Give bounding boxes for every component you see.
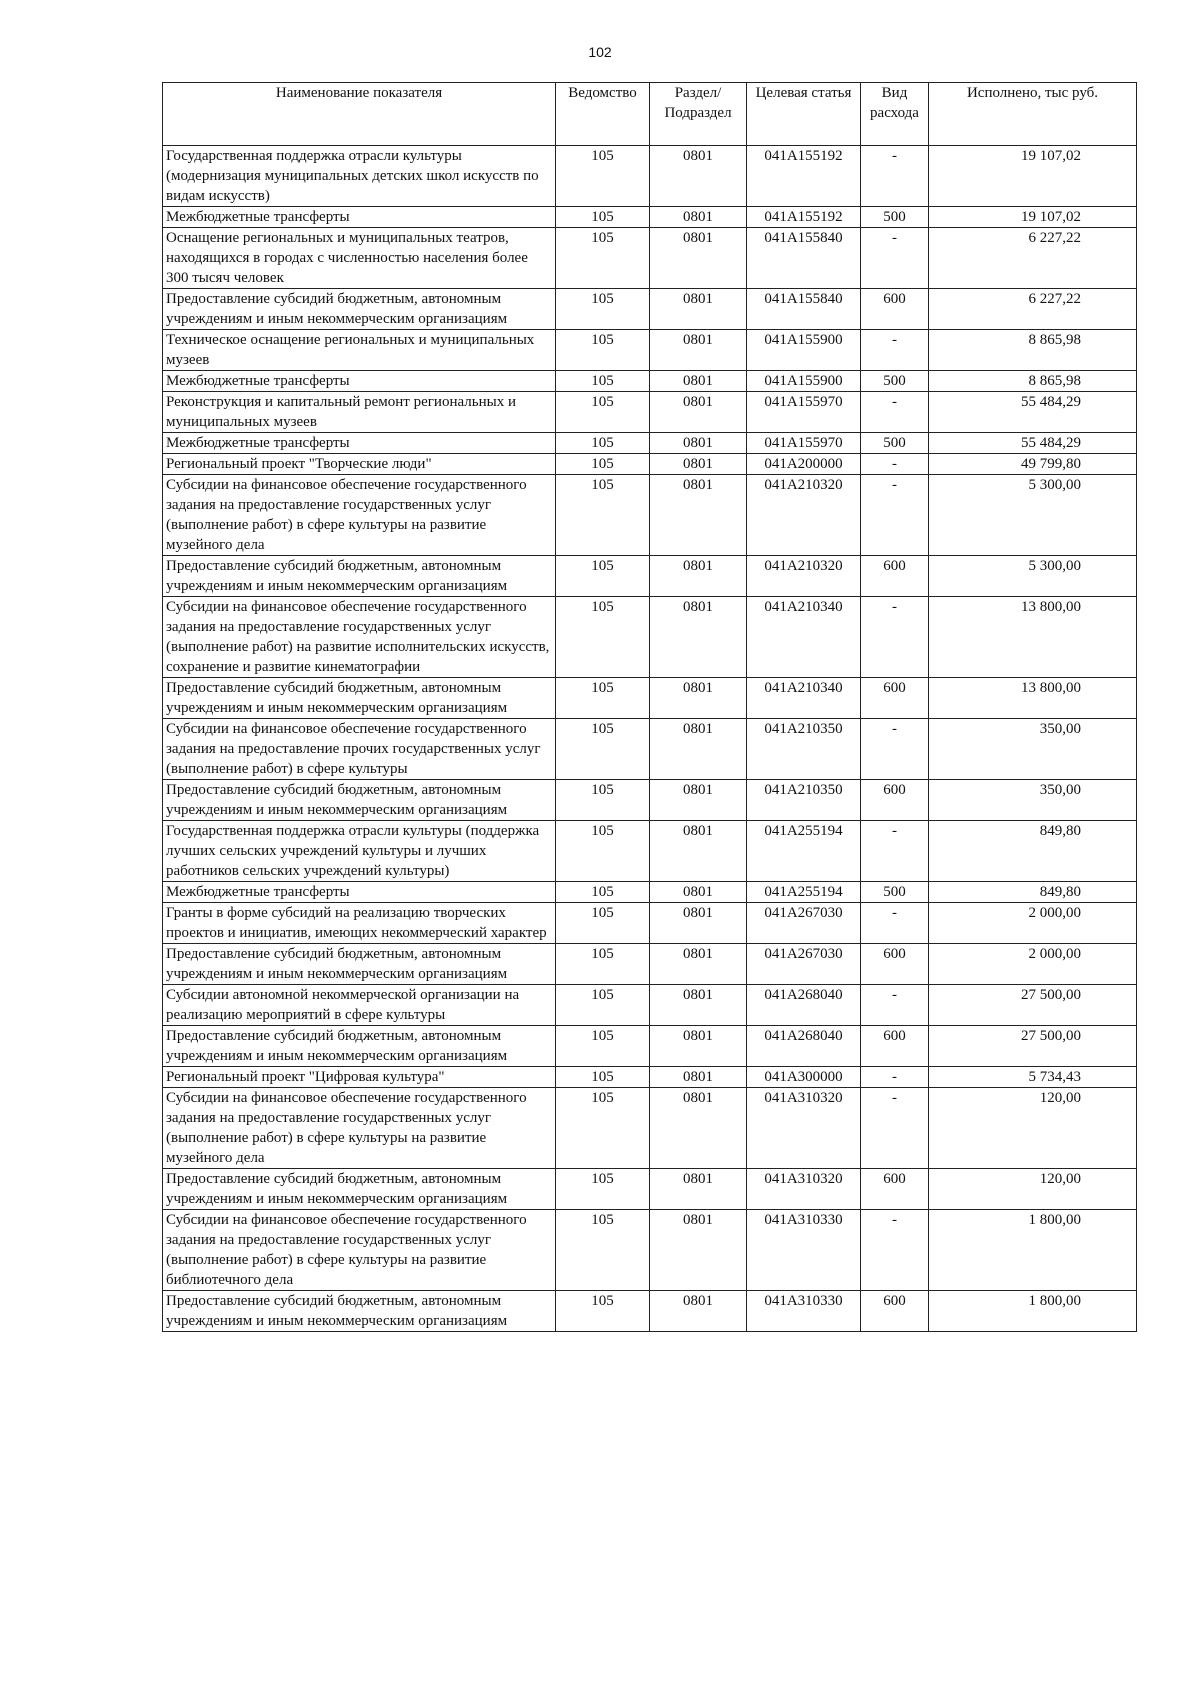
table-row — [163, 944, 1137, 985]
cell-department: 105 — [556, 597, 650, 678]
cell-indicator-name: Предоставление субсидий бюджетным, автономным учреждениям и иным некоммерческим организациям — [163, 944, 556, 985]
cell-executed-amount: 13 800,00 — [929, 597, 1137, 678]
cell-target-article: 041А155840 — [747, 289, 861, 330]
cell-department: 105 — [556, 903, 650, 944]
cell-section: 0801 — [650, 597, 747, 678]
cell-indicator-name: Предоставление субсидий бюджетным, автономным учреждениям и иным некоммерческим организациям — [163, 780, 556, 821]
cell-indicator-name: Региональный проект "Цифровая культура" — [163, 1067, 556, 1088]
cell-expense-type: 500 — [861, 433, 929, 454]
cell-indicator-name: Межбюджетные трансферты — [163, 207, 556, 228]
table-row — [163, 903, 1137, 944]
cell-department: 105 — [556, 719, 650, 780]
cell-section: 0801 — [650, 146, 747, 207]
cell-department: 105 — [556, 433, 650, 454]
cell-target-article: 041А210350 — [747, 719, 861, 780]
budget-table — [162, 82, 1137, 1332]
cell-target-article: 041А310320 — [747, 1169, 861, 1210]
table-row — [163, 371, 1137, 392]
cell-section: 0801 — [650, 1291, 747, 1332]
cell-expense-type: 600 — [861, 780, 929, 821]
cell-target-article: 041А255194 — [747, 882, 861, 903]
table-row — [163, 719, 1137, 780]
table-row — [163, 475, 1137, 556]
table-row — [163, 228, 1137, 289]
cell-department: 105 — [556, 475, 650, 556]
cell-executed-amount: 55 484,29 — [929, 433, 1137, 454]
cell-expense-type: - — [861, 454, 929, 475]
cell-section: 0801 — [650, 475, 747, 556]
cell-target-article: 041А210340 — [747, 597, 861, 678]
cell-indicator-name: Субсидии на финансовое обеспечение государственного задания на предоставление государственных услуг (выполнение работ) в сфере культуры на развитие музейного дела — [163, 475, 556, 556]
cell-expense-type: 600 — [861, 1169, 929, 1210]
cell-department: 105 — [556, 556, 650, 597]
cell-department: 105 — [556, 1210, 650, 1291]
header-expense-type: Вид расхода — [861, 83, 929, 146]
header-executed-amount: Исполнено, тыс руб. — [929, 83, 1137, 146]
cell-department: 105 — [556, 678, 650, 719]
cell-executed-amount: 8 865,98 — [929, 330, 1137, 371]
table-header-row — [163, 83, 1137, 146]
cell-executed-amount: 1 800,00 — [929, 1291, 1137, 1332]
cell-executed-amount: 49 799,80 — [929, 454, 1137, 475]
cell-executed-amount: 6 227,22 — [929, 289, 1137, 330]
cell-target-article: 041А155192 — [747, 207, 861, 228]
table-row — [163, 985, 1137, 1026]
cell-target-article: 041А310320 — [747, 1088, 861, 1169]
header-indicator-name: Наименование показателя — [163, 83, 556, 146]
header-target-article: Целевая статья — [747, 83, 861, 146]
cell-expense-type: - — [861, 228, 929, 289]
cell-expense-type: - — [861, 985, 929, 1026]
cell-section: 0801 — [650, 330, 747, 371]
header-department: Ведомство — [556, 83, 650, 146]
cell-target-article: 041А155900 — [747, 330, 861, 371]
cell-indicator-name: Предоставление субсидий бюджетным, автономным учреждениям и иным некоммерческим организациям — [163, 1169, 556, 1210]
cell-executed-amount: 5 734,43 — [929, 1067, 1137, 1088]
cell-section: 0801 — [650, 882, 747, 903]
cell-department: 105 — [556, 821, 650, 882]
table-row — [163, 678, 1137, 719]
cell-indicator-name: Предоставление субсидий бюджетным, автономным учреждениям и иным некоммерческим организациям — [163, 556, 556, 597]
cell-expense-type: 500 — [861, 207, 929, 228]
cell-department: 105 — [556, 289, 650, 330]
cell-section: 0801 — [650, 392, 747, 433]
cell-department: 105 — [556, 371, 650, 392]
cell-expense-type: 500 — [861, 882, 929, 903]
cell-executed-amount: 120,00 — [929, 1169, 1137, 1210]
cell-indicator-name: Региональный проект "Творческие люди" — [163, 454, 556, 475]
cell-section: 0801 — [650, 944, 747, 985]
cell-indicator-name: Субсидии автономной некоммерческой организации на реализацию мероприятий в сфере культуры — [163, 985, 556, 1026]
cell-target-article: 041А210320 — [747, 475, 861, 556]
cell-section: 0801 — [650, 556, 747, 597]
cell-indicator-name: Предоставление субсидий бюджетным, автономным учреждениям и иным некоммерческим организациям — [163, 289, 556, 330]
cell-target-article: 041А267030 — [747, 903, 861, 944]
cell-executed-amount: 849,80 — [929, 882, 1137, 903]
cell-indicator-name: Межбюджетные трансферты — [163, 882, 556, 903]
cell-target-article: 041А310330 — [747, 1210, 861, 1291]
cell-target-article: 041А268040 — [747, 1026, 861, 1067]
cell-section: 0801 — [650, 678, 747, 719]
cell-section: 0801 — [650, 1210, 747, 1291]
cell-indicator-name: Техническое оснащение региональных и муниципальных музеев — [163, 330, 556, 371]
cell-section: 0801 — [650, 1088, 747, 1169]
cell-target-article: 041А155192 — [747, 146, 861, 207]
table-row — [163, 597, 1137, 678]
cell-department: 105 — [556, 1169, 650, 1210]
table-row — [163, 1210, 1137, 1291]
cell-section: 0801 — [650, 821, 747, 882]
table-row — [163, 330, 1137, 371]
cell-target-article: 041А210350 — [747, 780, 861, 821]
cell-department: 105 — [556, 944, 650, 985]
cell-executed-amount: 13 800,00 — [929, 678, 1137, 719]
cell-target-article: 041А200000 — [747, 454, 861, 475]
table-row — [163, 556, 1137, 597]
cell-indicator-name: Государственная поддержка отрасли культуры (модернизация муниципальных детских школ искусств по видам искусств) — [163, 146, 556, 207]
cell-target-article: 041А300000 — [747, 1067, 861, 1088]
cell-expense-type: - — [861, 597, 929, 678]
cell-section: 0801 — [650, 454, 747, 475]
cell-expense-type: - — [861, 903, 929, 944]
cell-indicator-name: Субсидии на финансовое обеспечение государственного задания на предоставление государственных услуг (выполнение работ) в сфере культуры на развитие библиотечного дела — [163, 1210, 556, 1291]
cell-target-article: 041А310330 — [747, 1291, 861, 1332]
cell-expense-type: - — [861, 330, 929, 371]
cell-indicator-name: Субсидии на финансовое обеспечение государственного задания на предоставление прочих государственных услуг (выполнение работ) в сфере культуры — [163, 719, 556, 780]
cell-target-article: 041А210340 — [747, 678, 861, 719]
cell-executed-amount: 19 107,02 — [929, 207, 1137, 228]
cell-section: 0801 — [650, 903, 747, 944]
cell-department: 105 — [556, 207, 650, 228]
table-row — [163, 146, 1137, 207]
cell-indicator-name: Предоставление субсидий бюджетным, автономным учреждениям и иным некоммерческим организациям — [163, 1026, 556, 1067]
cell-executed-amount: 120,00 — [929, 1088, 1137, 1169]
cell-target-article: 041А268040 — [747, 985, 861, 1026]
cell-department: 105 — [556, 780, 650, 821]
cell-department: 105 — [556, 1088, 650, 1169]
cell-indicator-name: Оснащение региональных и муниципальных театров, находящихся в городах с численностью населения более 300 тысяч человек — [163, 228, 556, 289]
cell-section: 0801 — [650, 1169, 747, 1210]
table-row — [163, 1169, 1137, 1210]
cell-executed-amount: 19 107,02 — [929, 146, 1137, 207]
cell-department: 105 — [556, 1026, 650, 1067]
table-row — [163, 821, 1137, 882]
cell-expense-type: 600 — [861, 1026, 929, 1067]
cell-department: 105 — [556, 882, 650, 903]
cell-expense-type: 500 — [861, 371, 929, 392]
table-row — [163, 433, 1137, 454]
table-row — [163, 1026, 1137, 1067]
cell-executed-amount: 2 000,00 — [929, 903, 1137, 944]
cell-indicator-name: Государственная поддержка отрасли культуры (поддержка лучших сельских учреждений культуры и лучших работников сельских учреждений культуры) — [163, 821, 556, 882]
cell-target-article: 041А155970 — [747, 433, 861, 454]
cell-target-article: 041А267030 — [747, 944, 861, 985]
cell-target-article: 041А155840 — [747, 228, 861, 289]
cell-executed-amount: 5 300,00 — [929, 475, 1137, 556]
cell-executed-amount: 27 500,00 — [929, 985, 1137, 1026]
cell-executed-amount: 849,80 — [929, 821, 1137, 882]
cell-executed-amount: 5 300,00 — [929, 556, 1137, 597]
cell-indicator-name: Межбюджетные трансферты — [163, 433, 556, 454]
page-number: 102 — [588, 44, 612, 60]
table-row — [163, 1067, 1137, 1088]
table-body — [163, 146, 1137, 1332]
cell-expense-type: - — [861, 1088, 929, 1169]
cell-executed-amount: 8 865,98 — [929, 371, 1137, 392]
cell-expense-type: - — [861, 719, 929, 780]
cell-section: 0801 — [650, 985, 747, 1026]
cell-target-article: 041А210320 — [747, 556, 861, 597]
cell-indicator-name: Субсидии на финансовое обеспечение государственного задания на предоставление государственных услуг (выполнение работ) на развитие исполнительских искусств, сохранение и развитие кинематографии — [163, 597, 556, 678]
cell-executed-amount: 27 500,00 — [929, 1026, 1137, 1067]
cell-indicator-name: Субсидии на финансовое обеспечение государственного задания на предоставление государственных услуг (выполнение работ) в сфере культуры на развитие музейного дела — [163, 1088, 556, 1169]
table-row — [163, 1088, 1137, 1169]
table-row — [163, 780, 1137, 821]
cell-expense-type: 600 — [861, 289, 929, 330]
table-row — [163, 392, 1137, 433]
cell-executed-amount: 55 484,29 — [929, 392, 1137, 433]
table-row — [163, 1291, 1137, 1332]
cell-expense-type: - — [861, 1067, 929, 1088]
cell-target-article: 041А155970 — [747, 392, 861, 433]
cell-indicator-name: Межбюджетные трансферты — [163, 371, 556, 392]
cell-section: 0801 — [650, 228, 747, 289]
header-section: Раздел/ Подраздел — [650, 83, 747, 146]
cell-executed-amount: 2 000,00 — [929, 944, 1137, 985]
cell-expense-type: - — [861, 1210, 929, 1291]
cell-executed-amount: 350,00 — [929, 780, 1137, 821]
cell-executed-amount: 350,00 — [929, 719, 1137, 780]
cell-target-article: 041А155900 — [747, 371, 861, 392]
cell-expense-type: 600 — [861, 678, 929, 719]
table-row — [163, 289, 1137, 330]
cell-indicator-name: Предоставление субсидий бюджетным, автономным учреждениям и иным некоммерческим организациям — [163, 678, 556, 719]
cell-expense-type: - — [861, 821, 929, 882]
cell-department: 105 — [556, 146, 650, 207]
table-row — [163, 207, 1137, 228]
table-row — [163, 882, 1137, 903]
cell-expense-type: 600 — [861, 1291, 929, 1332]
cell-target-article: 041А255194 — [747, 821, 861, 882]
cell-section: 0801 — [650, 1067, 747, 1088]
cell-department: 105 — [556, 1067, 650, 1088]
cell-section: 0801 — [650, 719, 747, 780]
cell-department: 105 — [556, 1291, 650, 1332]
cell-executed-amount: 6 227,22 — [929, 228, 1137, 289]
cell-department: 105 — [556, 330, 650, 371]
table-row — [163, 454, 1137, 475]
cell-section: 0801 — [650, 1026, 747, 1067]
cell-expense-type: - — [861, 475, 929, 556]
cell-department: 105 — [556, 392, 650, 433]
cell-department: 105 — [556, 454, 650, 475]
cell-department: 105 — [556, 228, 650, 289]
cell-section: 0801 — [650, 207, 747, 228]
cell-section: 0801 — [650, 371, 747, 392]
cell-indicator-name: Гранты в форме субсидий на реализацию творческих проектов и инициатив, имеющих некоммерческий характер — [163, 903, 556, 944]
cell-expense-type: - — [861, 146, 929, 207]
cell-executed-amount: 1 800,00 — [929, 1210, 1137, 1291]
cell-section: 0801 — [650, 289, 747, 330]
cell-section: 0801 — [650, 433, 747, 454]
cell-section: 0801 — [650, 780, 747, 821]
cell-indicator-name: Реконструкция и капитальный ремонт региональных и муниципальных музеев — [163, 392, 556, 433]
cell-expense-type: 600 — [861, 556, 929, 597]
cell-department: 105 — [556, 985, 650, 1026]
cell-expense-type: 600 — [861, 944, 929, 985]
cell-indicator-name: Предоставление субсидий бюджетным, автономным учреждениям и иным некоммерческим организациям — [163, 1291, 556, 1332]
cell-expense-type: - — [861, 392, 929, 433]
